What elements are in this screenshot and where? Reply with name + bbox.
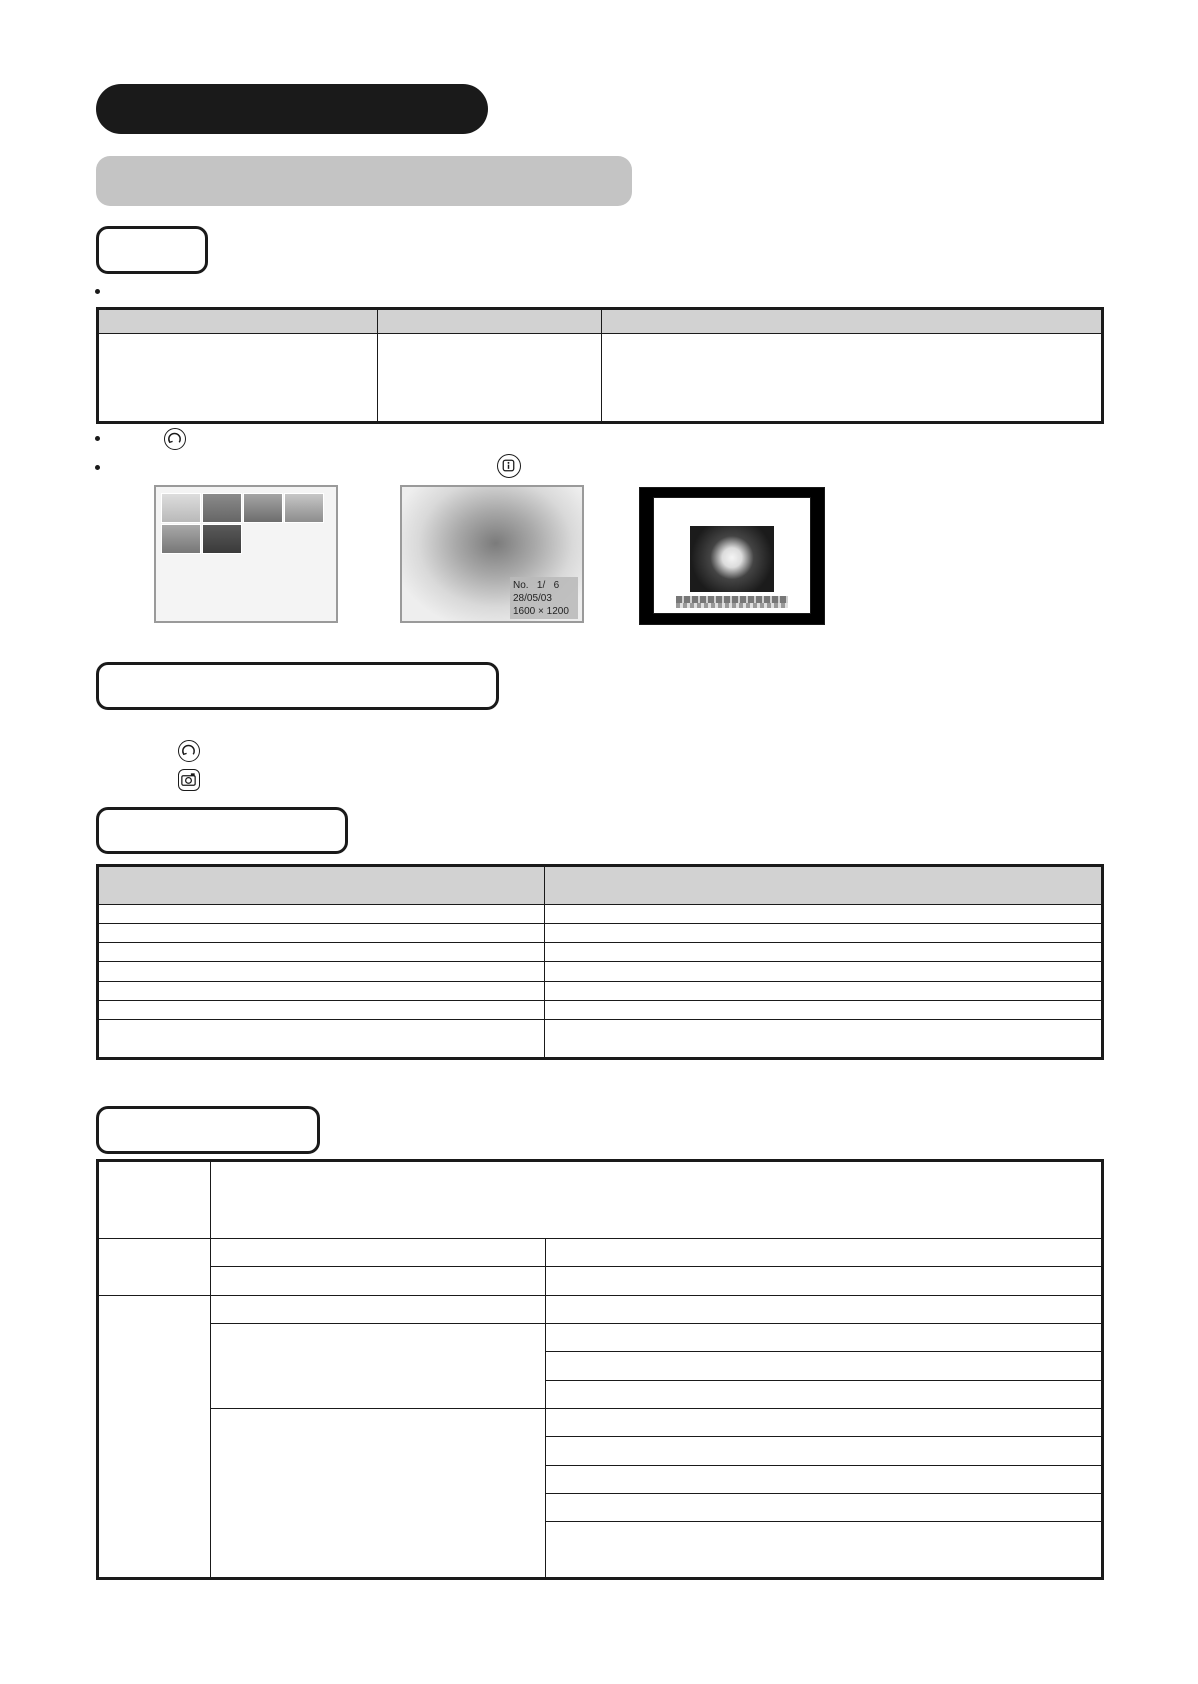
table-cell [546, 1522, 1103, 1579]
table-cell [545, 904, 1103, 923]
tab-label-2 [96, 662, 499, 710]
table-cell [98, 1161, 211, 1239]
status-strip [676, 596, 788, 603]
spec-table-1 [96, 307, 1104, 424]
table-cell [378, 334, 602, 423]
table-cell [546, 1465, 1103, 1493]
table-header-cell [602, 309, 1103, 334]
thumbnail [284, 493, 324, 523]
table-cell [545, 981, 1103, 1000]
table-cell [546, 1380, 1103, 1408]
table-cell [545, 962, 1103, 981]
table-cell [98, 943, 545, 962]
table-header-cell [98, 309, 378, 334]
spec-table-3 [96, 1159, 1104, 1580]
info-resolution: 1600 × 1200 [513, 606, 569, 617]
table-cell [211, 1323, 546, 1408]
table-cell [211, 1239, 546, 1267]
table-header-cell [378, 309, 602, 334]
table-cell [546, 1239, 1103, 1267]
info-number: No. 1/ 6 [513, 580, 560, 591]
info-overlay [510, 577, 578, 619]
table-cell [546, 1352, 1103, 1380]
table-cell [211, 1408, 546, 1578]
info-icon [497, 454, 521, 478]
tab-label-1 [96, 226, 208, 274]
table-cell [98, 904, 545, 923]
thumbnail [202, 524, 242, 554]
table-cell [546, 1408, 1103, 1436]
table-cell [546, 1267, 1103, 1295]
return-icon [164, 428, 186, 450]
tab-label-4 [96, 1106, 320, 1154]
thumbnail [243, 493, 283, 523]
thumbnail [202, 493, 242, 523]
table-cell [545, 1001, 1103, 1020]
table-cell [545, 943, 1103, 962]
slideshow-screen [639, 487, 825, 625]
table-cell [546, 1295, 1103, 1323]
return-icon [178, 740, 200, 762]
table-header-cell [545, 866, 1103, 905]
table-cell [211, 1295, 546, 1323]
thumbnail-view-screen [154, 485, 338, 623]
table-cell [98, 1295, 211, 1578]
flower-photo [690, 526, 774, 592]
thumbnail [161, 493, 201, 523]
section-title-bar [96, 84, 488, 134]
table-cell [546, 1323, 1103, 1351]
table-cell [98, 334, 378, 423]
table-header-cell [98, 866, 545, 905]
info-date: 28/05/03 [513, 593, 552, 604]
table-cell [546, 1493, 1103, 1521]
table-cell [98, 923, 545, 942]
table-cell [545, 923, 1103, 942]
table-cell [546, 1437, 1103, 1465]
bullet [95, 465, 100, 470]
tab-label-3 [96, 807, 348, 854]
bullet [95, 436, 100, 441]
image-info-screen [400, 485, 584, 623]
bullet [95, 289, 100, 294]
thumbnail [161, 524, 201, 554]
table-cell [211, 1267, 546, 1295]
table-cell [98, 1239, 211, 1296]
table-cell [211, 1161, 1103, 1239]
subsection-title-bar [96, 156, 632, 206]
table-cell [98, 1001, 545, 1020]
screen-frame [653, 497, 811, 614]
status-strip [676, 603, 788, 608]
spec-table-2 [96, 864, 1104, 1060]
table-cell [98, 962, 545, 981]
table-cell [545, 1020, 1103, 1059]
camera-icon [178, 769, 200, 791]
table-cell [602, 334, 1103, 423]
table-cell [98, 981, 545, 1000]
table-cell [98, 1020, 545, 1059]
